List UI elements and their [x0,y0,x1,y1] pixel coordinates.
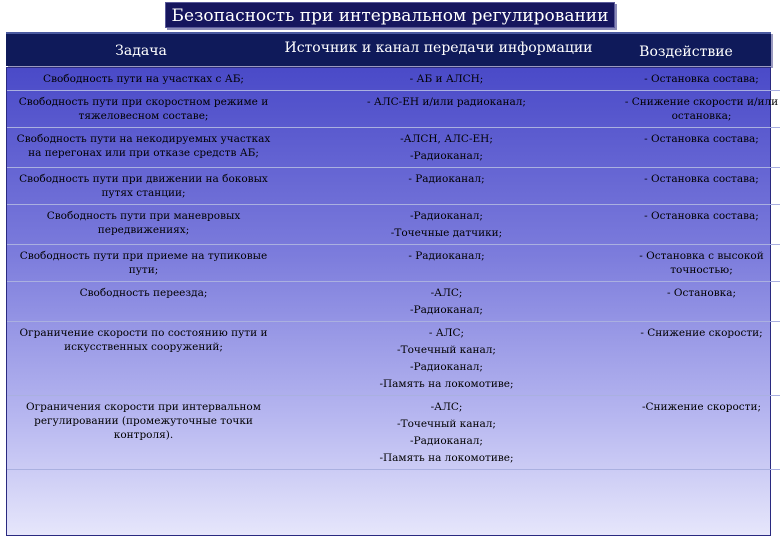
cell-line: Свободность пути на участках с АБ; [43,73,244,85]
action-cell [613,68,780,91]
source-cell [280,282,613,322]
cell-line: -Радиоканал; [410,150,483,162]
cell-line: -Память на локомотиве; [379,378,514,390]
cell-line: Свободность пути при приеме на тупиковые [19,250,268,262]
table-row [7,168,780,205]
source-cell [280,396,613,470]
action-cell [613,396,780,470]
cell-line: - АБ и АЛСН; [409,73,484,85]
task-cell [7,128,280,168]
action-cell [613,205,780,245]
cell-line: -Точечный канал; [397,418,496,430]
table-row [7,68,780,91]
task-cell [7,68,280,91]
cell-line: - Снижение скорости; [640,327,763,339]
cell-line: передвижениях; [97,224,190,236]
cell-line: -Точечный канал; [397,344,496,356]
cell-line: путях станции; [101,187,186,199]
table-header [6,32,771,66]
task-cell [7,322,280,396]
source-cell [280,128,613,168]
cell-line: - Остановка; [666,287,737,299]
cell-line: -Радиоканал; [410,304,483,316]
source-cell [280,245,613,282]
cell-line: - Остановка состава; [644,73,759,85]
cell-line: -Точечные датчики; [390,227,503,239]
table-row [7,322,780,396]
task-cell [7,282,280,322]
action-cell [613,168,780,205]
cell-line: Ограничения скорости при интервальном [26,401,261,413]
cell-line: - АЛС; [428,327,465,339]
task-cell [7,91,280,128]
source-cell [280,91,613,128]
cell-line: - Радиоканал; [408,250,485,262]
table-row [7,245,780,282]
cell-line: -АЛСН, АЛС-ЕН; [400,133,493,145]
cell-line: - Остановка состава; [644,210,759,222]
task-cell [7,396,280,470]
table-row [7,282,780,322]
cell-line: - АЛС-ЕН и/или радиоканал; [367,96,526,108]
task-cell [7,245,280,282]
cell-line: регулировании (промежуточные точки [34,415,253,427]
cell-line: Свободность переезда; [79,287,208,299]
cell-line: пути; [128,264,159,276]
cell-line: Свободность пути на некодируемых участках [16,133,271,145]
source-cell [280,168,613,205]
action-cell [613,128,780,168]
header-action: Воздействие [639,44,733,60]
cell-line: контроля). [113,429,174,441]
table-row [7,128,780,168]
cell-line: - Радиоканал; [408,173,485,185]
cell-line: - Остановка состава; [644,133,759,145]
cell-line: -Радиоканал; [410,210,483,222]
table-row [7,396,780,470]
source-cell [280,322,613,396]
source-cell [280,205,613,245]
action-cell [613,322,780,396]
cell-line: - Снижение скорости и/или [624,96,779,108]
cell-line: на перегонах или при отказе средств АБ; [28,147,259,159]
header-task: Задача [115,43,167,59]
cell-line: -Радиоканал; [410,435,483,447]
table-row [7,91,780,128]
cell-line: Свободность пути при движении на боковых [19,173,268,185]
cell-line: -Память на локомотиве; [379,452,514,464]
cell-line: - Остановка с высокой [639,250,764,262]
cell-line: остановка; [671,110,732,122]
cell-line: Ограничение скорости по состоянию пути и [19,327,268,339]
header-source: Источник и канал передачи информации [284,40,593,56]
cell-line: искусственных сооружений; [64,341,223,353]
action-cell [613,282,780,322]
cell-line: -Снижение скорости; [641,401,762,413]
cell-line: -АЛС; [430,287,463,299]
table-body [7,68,780,470]
table-row [7,205,780,245]
cell-line: тяжеловесном составе; [78,110,209,122]
source-cell [280,68,613,91]
cell-line: Свободность пути при маневровых [46,210,241,222]
cell-line: -АЛС; [430,401,463,413]
task-cell [7,168,280,205]
cell-line: -Радиоканал; [410,361,483,373]
cell-line: точностью; [670,264,733,276]
task-cell [7,205,280,245]
cell-line: - Остановка состава; [644,173,759,185]
slide-title: Безопасность при интервальном регулировании [165,2,615,28]
action-cell [613,245,780,282]
action-cell [613,91,780,128]
safety-table [6,67,779,536]
cell-line: Свободность пути при скоростном режиме и [18,96,269,108]
